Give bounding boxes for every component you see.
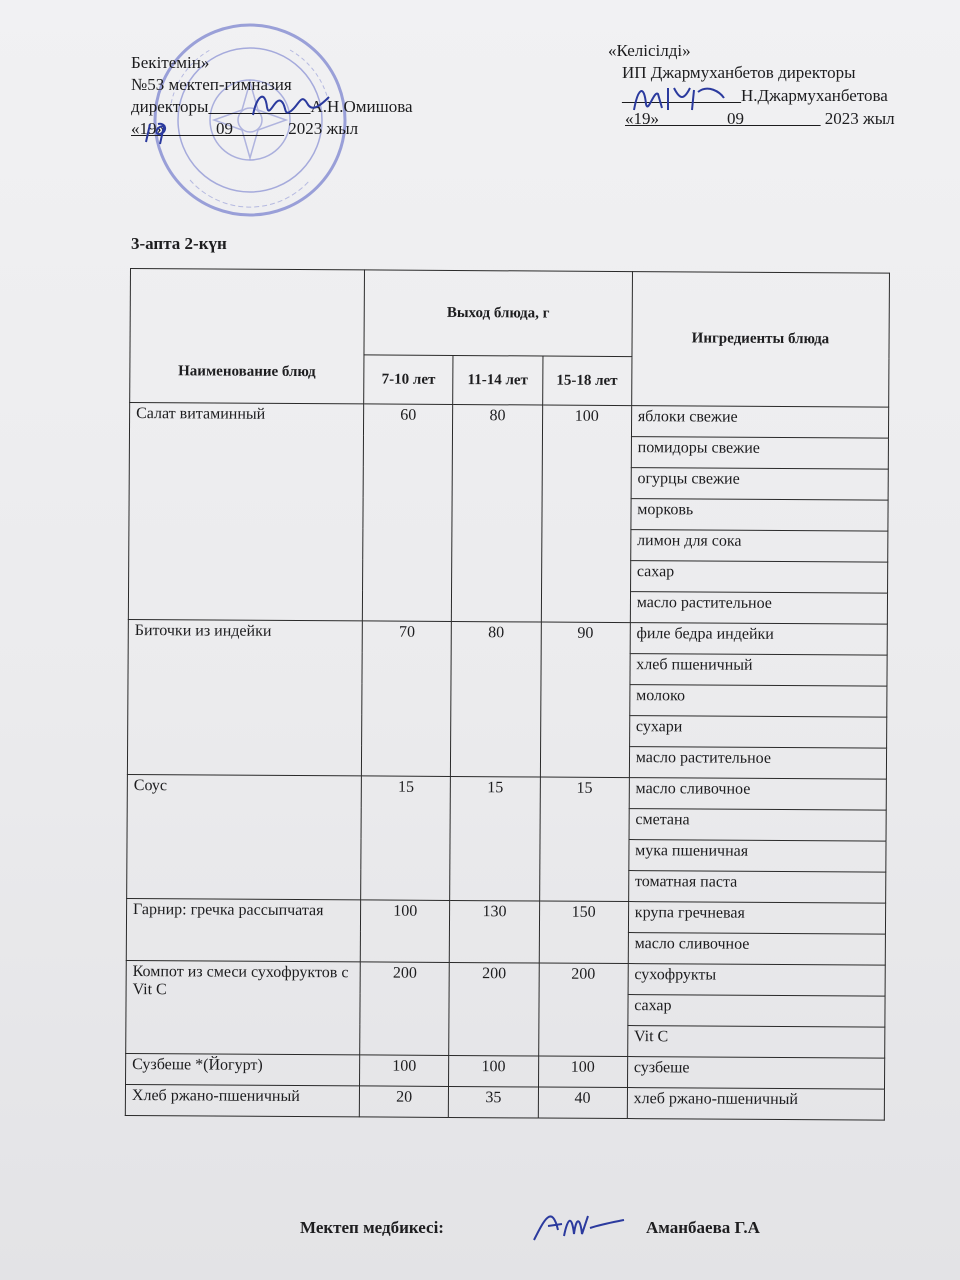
ingredient: сахар [630, 561, 887, 594]
ingredient: морковь [631, 499, 888, 532]
table-row [125, 1084, 884, 1120]
ingredient: хлеб пшеничный [630, 654, 887, 687]
dish-name: Салат витаминный [128, 403, 363, 621]
portion-11-14: 35 [449, 1086, 538, 1118]
ingredient: сухофрукты [628, 964, 885, 997]
approval-left-line3: директоры____________А.Н.Омишова [131, 97, 413, 116]
ingredient: лимон для сока [630, 530, 887, 563]
header-output: Выход блюда, г [364, 270, 632, 357]
ingredient: филе бедра индейки [630, 623, 887, 656]
ingredient: сухари [629, 716, 886, 749]
portion-15-18: 100 [541, 405, 632, 623]
day-handwriting-left [140, 120, 180, 146]
ingredient: Vit C [627, 1026, 884, 1059]
portion-7-10: 200 [360, 962, 450, 1056]
dish-name: Хлеб ржано-пшеничный [125, 1084, 359, 1116]
ingredient: масло сливочное [628, 933, 885, 966]
footer-nurse-name: Аманбаева Г.А [646, 1218, 760, 1237]
ingredient: сузбеше [627, 1057, 884, 1090]
ingredient: масло растительное [629, 747, 886, 780]
ingredient: масло сливочное [629, 778, 886, 811]
dish-name: Биточки из индейки [127, 619, 362, 775]
dish-name: Гарнир: гречка рассыпчатая [126, 898, 360, 961]
header-dish-name: Наименование блюд [130, 269, 365, 404]
ingredient: масло растительное [630, 592, 887, 625]
dish-name: Компот из смеси сухофруктов с Vit C [126, 960, 361, 1054]
portion-15-18: 150 [539, 901, 629, 964]
portion-15-18: 200 [538, 963, 628, 1057]
ingredient: огурцы свежие [631, 468, 888, 501]
date-month-left: 09 [216, 119, 233, 138]
director-name-right: Н.Джармуханбетова [741, 86, 888, 105]
table-row [129, 403, 888, 439]
portion-7-10: 100 [360, 1055, 449, 1087]
director-label: директоры [131, 97, 209, 116]
approval-right-line1: «Келісілді» [608, 41, 691, 60]
dish-name: Соус [127, 774, 362, 899]
portion-7-10: 100 [360, 900, 450, 963]
director-signature-right [628, 80, 728, 116]
dish-name: Сузбеше *(Йогурт) [126, 1053, 360, 1085]
portion-7-10: 70 [361, 621, 451, 777]
portion-11-14: 80 [451, 621, 541, 777]
portion-11-14: 15 [450, 776, 540, 901]
approval-left-date: «19»______09______ 2023 жыл [131, 119, 359, 138]
portion-15-18: 90 [540, 622, 630, 778]
director-name-left: А.Н.Омишова [310, 97, 413, 116]
approval-right-date: «19»________09_________ 2023 жыл [625, 109, 895, 128]
header-age-group: 11-14 лет [453, 355, 543, 405]
director-signature-left [245, 85, 335, 125]
date-month-right: 09 [727, 109, 744, 128]
approval-left-line2: №53 мектеп-гимназия [131, 75, 292, 94]
portion-15-18: 15 [539, 777, 629, 902]
table-row [126, 1053, 885, 1089]
date-day-left: «19» [131, 119, 165, 138]
ingredient: молоко [630, 685, 887, 718]
portion-11-14: 200 [449, 962, 539, 1056]
ingredient: крупа гречневая [628, 902, 885, 935]
ingredient: томатная паста [628, 871, 885, 904]
portion-7-10: 15 [361, 776, 451, 901]
portion-11-14: 100 [449, 1055, 538, 1087]
table-row [126, 960, 885, 996]
portion-15-18: 100 [538, 1056, 627, 1088]
week-day-title: 3-апта 2-күн [131, 234, 227, 253]
portion-15-18: 40 [538, 1087, 627, 1119]
portion-11-14: 130 [450, 900, 540, 963]
table-row [128, 619, 887, 655]
portion-7-10: 20 [359, 1086, 448, 1118]
date-year-left: 2023 жыл [288, 119, 359, 138]
header-ingredients: Ингредиенты блюда [631, 272, 889, 408]
footer-nurse-label: Мектеп медбикесі: [300, 1218, 444, 1237]
table-row [126, 898, 885, 934]
ingredient: хлеб ржано-пшеничный [627, 1088, 884, 1121]
ingredient: сметана [629, 809, 886, 842]
ingredient: помидоры свежие [631, 437, 888, 470]
header-age-group: 7-10 лет [364, 355, 454, 405]
approval-left-line1: Бекітемін» [131, 53, 210, 72]
ingredient: мука пшеничная [629, 840, 886, 873]
approval-right-line2: ИП Джармуханбетов директоры [622, 63, 856, 82]
date-year-right: 2023 жыл [824, 109, 895, 128]
portion-7-10: 60 [362, 404, 453, 622]
menu-table-body [125, 403, 888, 1121]
nurse-signature [528, 1200, 628, 1246]
approval-right-line3: ______________Н.Джармуханбетова [622, 86, 888, 105]
portion-11-14: 80 [452, 404, 543, 622]
menu-table [125, 268, 890, 1121]
ingredient: яблоки свежие [631, 406, 888, 439]
date-day-right: «19» [625, 109, 659, 128]
header-age-group: 15-18 лет [542, 356, 632, 406]
table-row [127, 774, 886, 810]
ingredient: сахар [628, 995, 885, 1028]
